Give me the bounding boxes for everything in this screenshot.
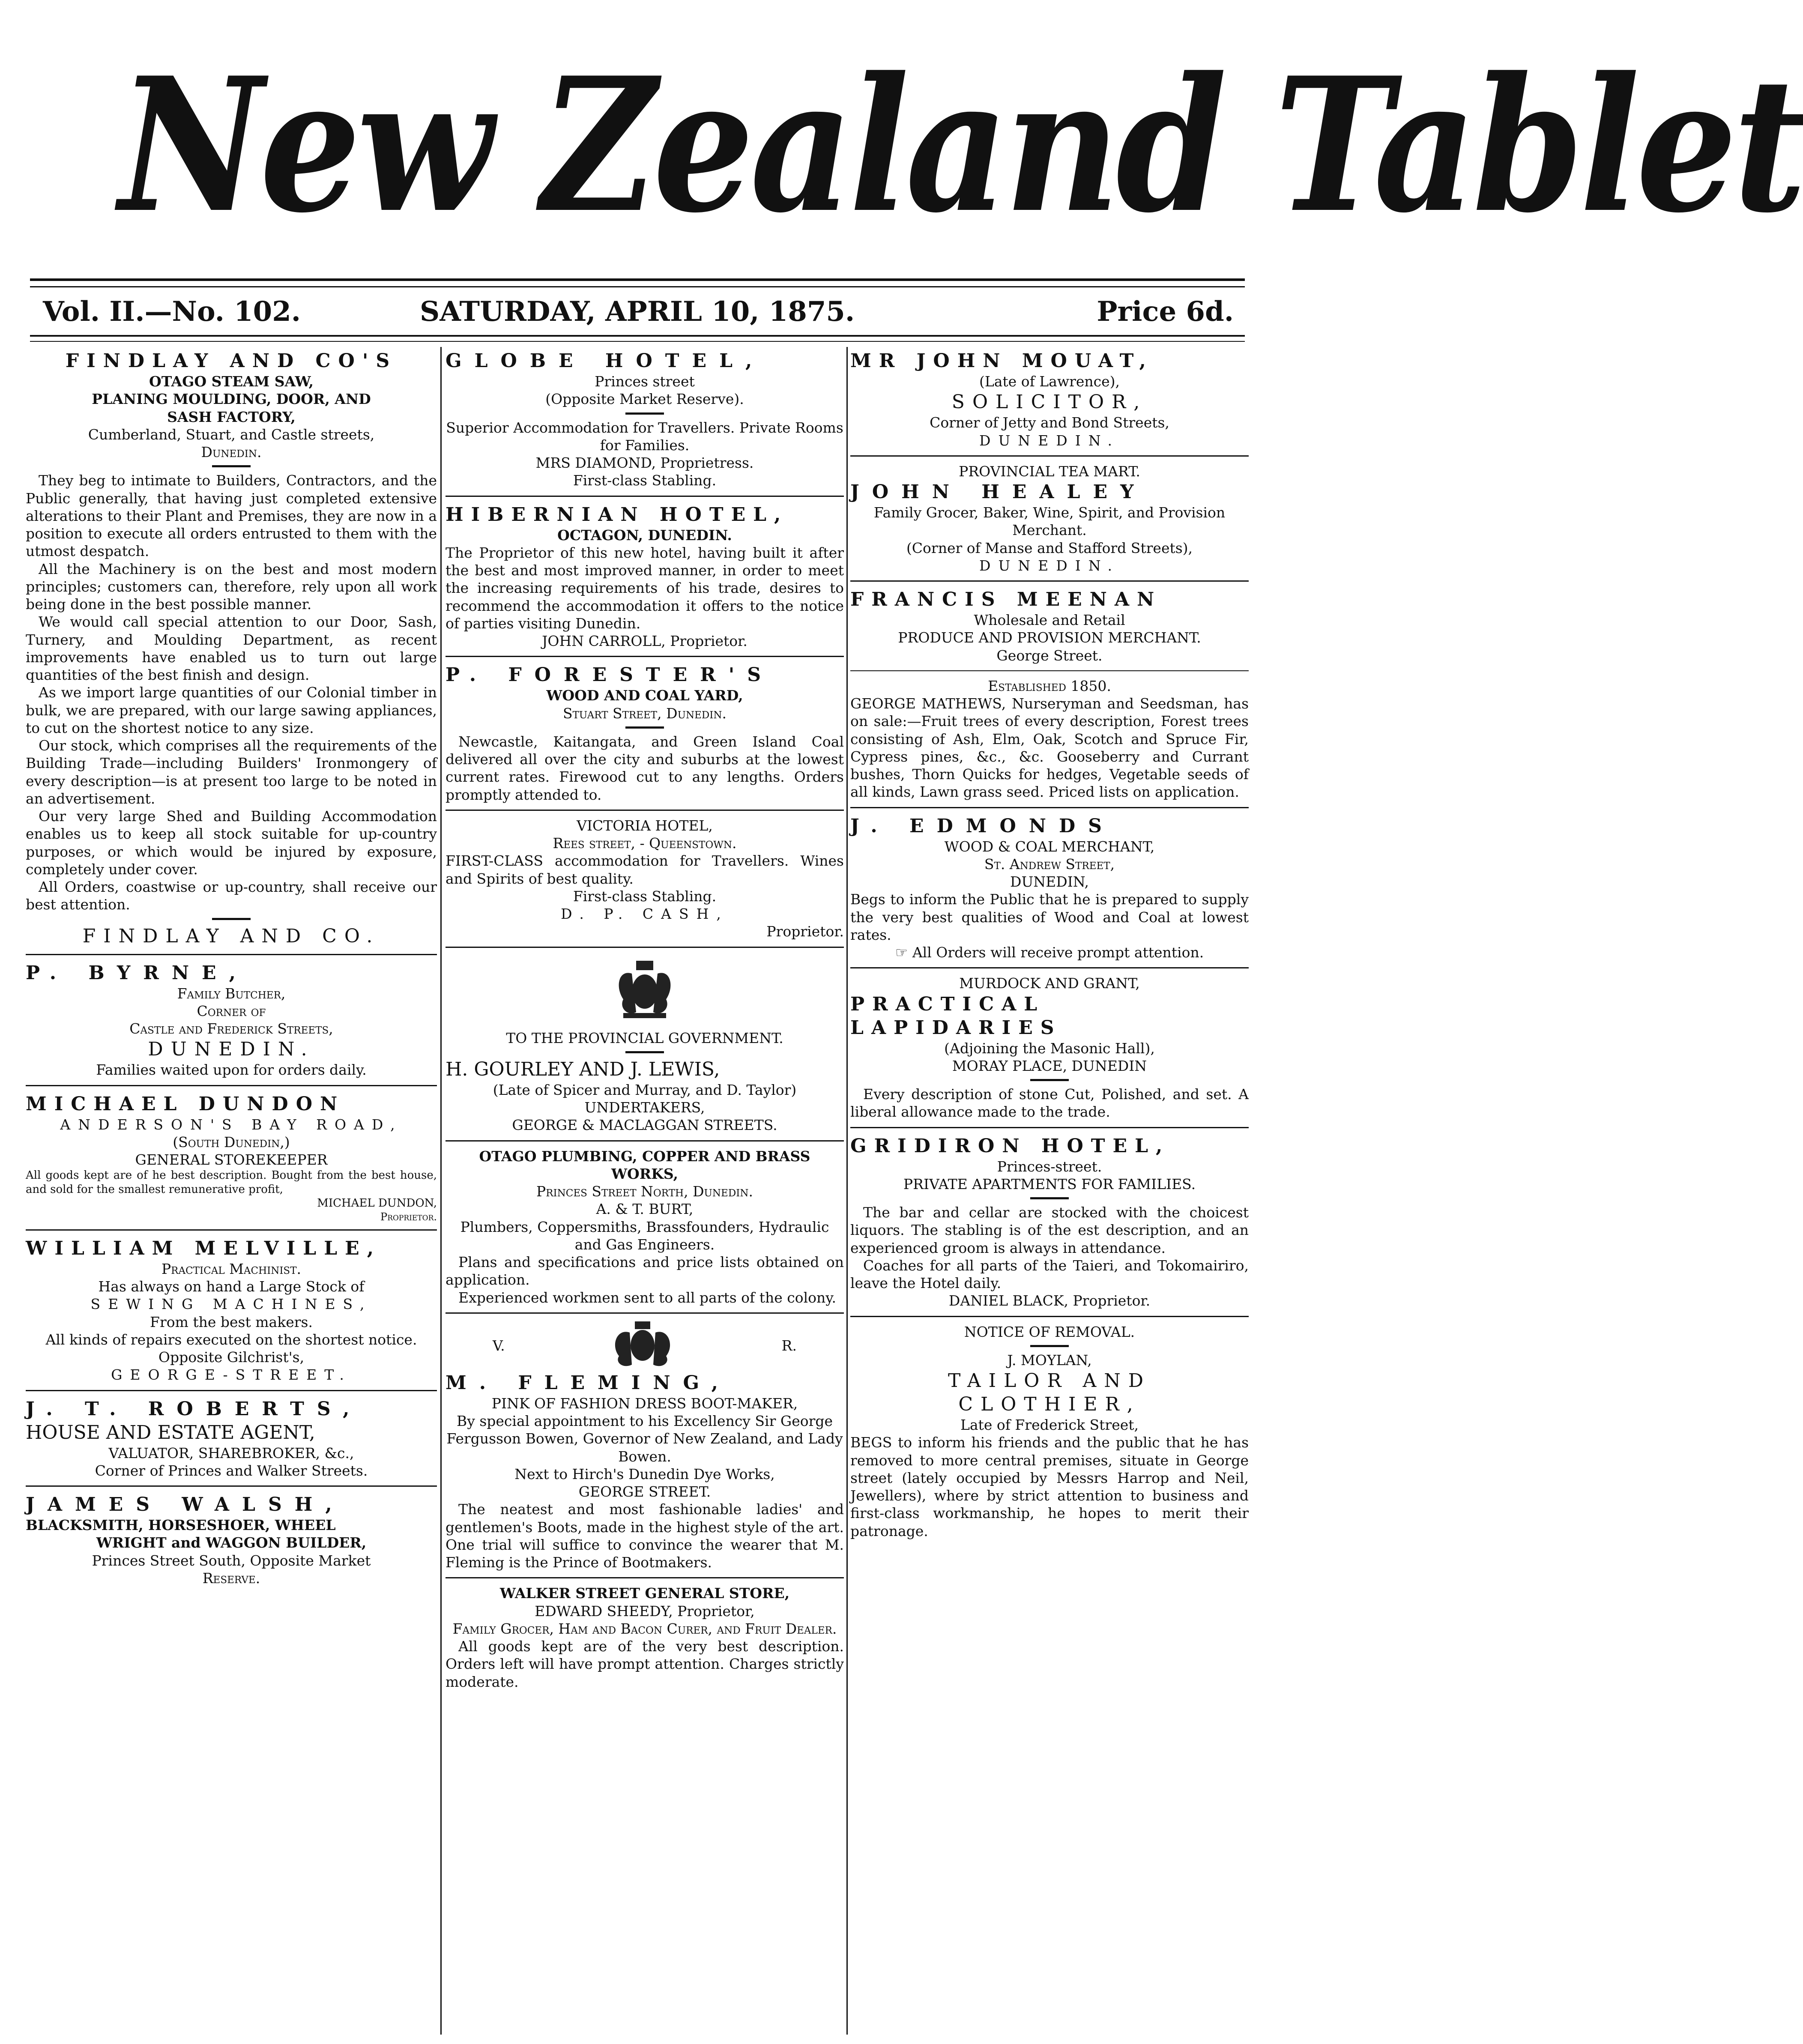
ad-title: MICHAEL DUNDON [26,1093,345,1115]
masthead-title: New Zealand Tablet [119,37,1803,254]
ad-line: Princes-street. [997,1158,1102,1175]
divider [212,465,251,467]
ad-heading: TO THE PROVINCIAL GOVERNMENT. [506,1029,783,1046]
price: Price 6d. [1097,296,1234,328]
ad-paragraph: All goods kept are of he best description. Bought from the best house, and sold for the smallest remunerative profit, [26,1169,437,1196]
ad-title: JOHN HEALEY [850,481,1147,503]
royal-crest-icon [606,956,683,1021]
ad-line: VALUATOR, SHAREBROKER, &c., [108,1444,354,1461]
ad-title: P. FORESTER'S [446,664,774,686]
ad-line: George Street. [996,647,1103,664]
ad-signature: MICHAEL DUNDON, [317,1197,437,1210]
ad-line: UNDERTAKERS, [584,1099,705,1116]
ad-title: WILLIAM MELVILLE, [26,1237,382,1259]
ad-forester [446,663,844,804]
ad-signature: D. P. CASH, [561,905,729,922]
issue-date: SATURDAY, APRIL 10, 1875. [420,296,855,328]
divider [446,810,844,811]
ad-paragraph: Plans and specifications and price lists obtained on application. [446,1254,844,1288]
dateline [43,296,1234,334]
ad-title: JAMES WALSH, [26,1494,345,1515]
ad-moylan [850,1323,1249,1540]
divider [446,1577,844,1578]
divider [446,1312,844,1314]
divider [26,1485,437,1487]
ad-line: DUNEDIN. [979,557,1120,574]
ad-line: Plumbers, Coppersmiths, Brassfounders, Hydraulic and Gas Engineers. [460,1218,829,1253]
divider [1030,1197,1069,1199]
ad-line: By special appointment to his Excellency Sir George Fergusson Bowen, Governor of New Zealand, and Lady Bowen. [446,1413,843,1465]
ad-line: DUNEDIN. [979,432,1120,449]
ad-paragraph: All the Machinery is on the best and most modern principles; customers can, therefore, rely upon all work being done in the best possible manner. [26,560,437,613]
ad-line: SASH FACTORY, [167,408,296,425]
ad-paragraph: GEORGE MATHEWS, Nurseryman and Seedsman, has on sale:—Fruit trees of every description, Forest trees consisting of Ash, Elm, Oak, Scotch and Spruce Fir, Cypress pines, &c., &c. Gooseberry and Currant bushes, Thorn Quicks for hedges, Vegetable seeds of all kinds, Lawn grass seed. Priced lists on application. [850,695,1249,801]
ad-line: Corner of Jetty and Bond Streets, [930,414,1169,431]
ad-signature: JOHN CARROLL, Proprietor. [542,633,748,649]
ad-heading: PROVINCIAL TEA MART. [959,463,1140,480]
ad-title: VICTORIA HOTEL, [577,817,713,834]
ad-line: J. MOYLAN, [1007,1351,1092,1369]
ad-heading: MURDOCK AND GRANT, [959,975,1140,992]
ad-paragraph: Our very large Shed and Building Accommodation enables us to keep all stock suitable for up-country purposes, or which would be injured by exposure, completely under cover. [26,808,437,878]
ad-line: Practical Machinist. [161,1260,302,1277]
ad-line: HOUSE AND ESTATE AGENT, [26,1421,315,1443]
divider [850,580,1249,582]
ad-line: WOOD AND COAL YARD, [546,687,743,704]
divider [1030,1079,1069,1081]
ad-paragraph: Begs to inform the Public that he is prepared to supply the very best qualities of Wood and Coal at lowest rates. [850,891,1249,943]
ad-victoria [446,817,844,941]
ad-line: PINK OF FASHION DRESS BOOT-MAKER, [491,1395,798,1412]
ad-line: GEORGE STREET. [578,1483,711,1500]
ad-line: (Adjoining the Masonic Hall), [944,1040,1155,1057]
ad-title: GLOBE HOTEL, [446,350,765,372]
divider [30,286,1245,287]
ad-line: (South Dunedin,) [173,1133,290,1150]
ad-title: OTAGO PLUMBING, COPPER AND BRASS WORKS, [479,1148,810,1182]
ad-line: ANDERSON'S BAY ROAD, [60,1116,403,1133]
divider [625,726,664,729]
ad-line: WOOD & COAL MERCHANT, [944,838,1155,855]
ad-heading: Established 1850. [988,677,1111,694]
ad-mouat [850,349,1249,449]
ad-title: HIBERNIAN HOTEL, [446,503,789,526]
ad-paragraph: Coaches for all parts of the Taieri, and Tokomairiro, leave the Hotel daily. [850,1257,1249,1291]
ad-line: Reserve. [202,1569,260,1587]
ad-paragraph: All Orders, coastwise or up-country, shall receive our best attention. [26,879,437,913]
ad-signature: DANIEL BLACK, Proprietor. [948,1292,1151,1309]
ad-line: SOLICITOR, [951,391,1148,413]
ad-signature: Proprietor. [380,1210,437,1223]
ad-line: Wholesale and Retail [974,612,1125,628]
ad-line: PRODUCE AND PROVISION MERCHANT. [898,629,1201,646]
ad-line: V. [493,1337,505,1354]
divider [1030,1345,1069,1347]
divider [30,278,1245,281]
ad-line: Next to Hirch's Dunedin Dye Works, [514,1465,775,1482]
ad-paragraph: As we import large quantities of our Colonial timber in bulk, we are prepared, with our large sawing appliances, to cut on the shortest notice to any size. [26,684,437,736]
ad-line: St. Andrew Street, [984,855,1115,873]
ad-roberts [26,1397,437,1480]
divider [446,656,844,657]
ad-line: DUNEDIN, [1010,873,1089,890]
divider [850,967,1249,968]
masthead [34,26,1803,266]
ad-walsh [26,1493,437,1587]
ad-line: Family Grocer, Baker, Wine, Spirit, and Provision Merchant. [873,504,1226,539]
ad-line: (Late of Lawrence), [979,373,1120,390]
ad-line: Corner of [197,1002,266,1019]
ad-line: GENERAL STOREKEEPER [135,1151,328,1168]
ad-line: OTAGO STEAM SAW, [149,373,314,390]
ad-title: FINDLAY AND CO'S [65,350,398,372]
column-divider [440,347,442,2035]
ad-gourley [446,1029,844,1134]
ad-paragraph: We would call special attention to our Door, Sash, Turnery, and Moulding Department, as recent improvements have enabled us to turn out large quantities of the best finish and design. [26,613,437,683]
ad-walker-street [446,1584,844,1691]
ad-title: H. GOURLEY AND J. LEWIS, [446,1058,720,1080]
ad-line: Corner of Princes and Walker Streets. [95,1462,368,1479]
ad-edmonds [850,814,1249,962]
divider [212,918,251,920]
ad-line: (Corner of Manse and Stafford Streets), [906,539,1193,556]
ad-note [850,944,1249,961]
ad-city: Dunedin. [201,444,262,460]
ad-paragraph: The Proprietor of this new hotel, having built it after the best and most improved manner, in order to meet the increasing requirements of his trade, desires to recommend the accommodation it offers to the notice of parties visiting Dunedin. [446,544,844,632]
ad-title: P. BYRNE, [26,962,248,984]
column-3 [850,349,1249,2032]
divider [30,335,1245,337]
ad-line: GEORGE & MACLAGGAN STREETS. [512,1117,777,1134]
column-1 [26,349,437,2032]
divider [446,1140,844,1142]
column-divider [846,347,848,2035]
ad-paragraph: Superior Accommodation for Travellers. Private Rooms for Families. [446,419,843,454]
ad-title: FRANCIS MEENAN [850,589,1162,610]
ad-line: EDWARD SHEEDY, Proprietor, [535,1602,755,1620]
ad-line: Family Butcher, [177,985,286,1002]
ad-line: TAILOR AND CLOTHIER, [948,1370,1151,1415]
ad-signature: Proprietor. [766,923,844,940]
ad-paragraph: The bar and cellar are stocked with the choicest liquors. The stabling is of the est description, and an experienced groom is always in attendance. [850,1204,1249,1256]
ad-line: Princes Street South, Opposite Market [92,1552,371,1569]
ad-healey [850,463,1249,574]
divider [850,455,1249,457]
ad-line: Family Grocer, Ham and Bacon Curer, and Fruit Dealer. [452,1620,837,1637]
ad-paragraph: FIRST-CLASS accommodation for Travellers. Wines and Spirits of best quality. [446,852,844,887]
ad-note-text: All Orders will receive prompt attention. [912,944,1204,961]
divider [446,947,844,948]
ad-paragraph: Newcastle, Kaitangata, and Green Island Coal delivered all over the city and suburbs at the lowest current rates. Firewood cut to any lengths. Orders promptly attended to. [446,733,844,803]
divider [850,670,1249,671]
ad-address: Cumberland, Stuart, and Castle streets, [88,426,375,443]
ad-paragraph: All goods kept are of the very best description. Orders left will have prompt attention. Charges strictly moderate. [446,1638,844,1690]
royal-crest-icon [600,1320,685,1371]
divider [26,1390,437,1391]
ad-line: Princes Street North, Dunedin. [536,1183,753,1200]
ad-title: M. FLEMING, [446,1372,731,1394]
ad-signature: FINDLAY AND CO. [82,925,380,947]
ad-line: Late of Frederick Street, [960,1416,1139,1433]
volume-number: Vol. II.—No. 102. [43,296,301,328]
pointing-hand-icon: ☞ [895,944,908,961]
ad-line: From the best makers. [150,1313,313,1330]
ad-findlay [26,349,437,948]
ad-line: MORAY PLACE, DUNEDIN [952,1057,1147,1074]
ad-title: WALKER STREET GENERAL STORE, [499,1585,790,1602]
ad-line: GEORGE-STREET. [111,1366,352,1384]
ad-title: J. T. ROBERTS, [26,1398,362,1420]
ad-line: SEWING MACHINES, [90,1296,372,1313]
ad-line: Rees street, - Queenstown. [553,835,737,852]
crest-row [446,1320,844,1371]
divider [625,412,664,415]
ad-line: PRIVATE APARTMENTS FOR FAMILIES. [903,1175,1196,1192]
ad-murdock [850,974,1249,1121]
ad-line: Princes street [595,373,695,390]
ad-line: Castle and Frederick Streets, [129,1020,333,1037]
ad-title: J. EDMONDS [850,815,1115,837]
divider [625,1051,664,1053]
ad-line: All kinds of repairs executed on the shortest notice. [45,1331,417,1348]
ad-line: Opposite Gilchrist's, [158,1349,305,1366]
ad-line: R. [781,1337,797,1354]
ad-line: WRIGHT and WAGGON BUILDER, [96,1534,367,1551]
ad-line: PLANING MOULDING, DOOR, AND [92,391,371,408]
ad-paragraph: Every description of stone Cut, Polished, and set. A liberal allowance made to the trade. [850,1086,1249,1121]
ad-paragraph: Our stock, which comprises all the requirements of the Building Trade—including Builders' Ironmongery of every description—is at present too large to be noted in an advertisement. [26,737,437,807]
divider [26,1229,437,1231]
ad-city: DUNEDIN. [148,1038,315,1061]
ad-title: PRACTICAL LAPIDARIES [850,993,1062,1039]
ad-title: GRIDIRON HOTEL, [850,1135,1170,1157]
ad-line: First-class Stabling. [573,888,717,905]
divider [30,341,1245,342]
divider [850,1127,1249,1128]
ad-meenan [850,588,1249,664]
ad-melville [26,1237,437,1384]
divider [850,1316,1249,1317]
ad-globe [446,349,844,490]
ad-line: Stuart Street, Dunedin. [562,705,727,722]
ad-line: (Opposite Market Reserve). [545,391,744,408]
ad-note: Families waited upon for orders daily. [96,1061,367,1079]
divider [26,954,437,955]
ad-mathews [850,677,1249,801]
ad-line: OCTAGON, DUNEDIN. [557,526,732,544]
ad-gridiron [850,1134,1249,1310]
ad-line: BLACKSMITH, HORSESHOER, WHEEL [26,1517,336,1533]
ad-paragraph: The neatest and most fashionable ladies' and gentlemen's Boots, made in the highest style of the art. One trial will suffice to convince the wearer that M. Fleming is the Prince of Bootmakers. [446,1501,844,1571]
ad-signature: MRS DIAMOND, Proprietress. [535,454,754,471]
ad-line: A. & T. BURT, [596,1201,694,1218]
ad-title: MR JOHN MOUAT, [850,350,1154,372]
ad-line: Has always on hand a Large Stock of [98,1278,365,1295]
ad-paragraph: Experienced workmen sent to all parts of the colony. [458,1289,837,1306]
divider [26,1085,437,1086]
ad-paragraph: BEGS to inform his friends and the public that he has removed to more central premises, situate in George street (lately occupied by Messrs Harrop and Neil, Jewellers), where by strict attention to business and first-class workmanship, he hopes to merit their patronage. [850,1434,1249,1539]
divider [850,807,1249,808]
ad-heading: NOTICE OF REMOVAL. [964,1323,1135,1340]
ad-byrne [26,961,437,1079]
ad-plumbing [446,1148,844,1306]
ad-fleming [446,1320,844,1572]
ad-paragraph: They beg to intimate to Builders, Contractors, and the Public generally, that having just completed extensive alterations to their Plant and Premises, they are now in a position to execute all orders entrusted to them with the utmost despatch. [26,472,437,560]
ad-hibernian [446,503,844,650]
divider [446,496,844,497]
ad-dundon [26,1092,437,1223]
ad-line: (Late of Spicer and Murray, and D. Taylor) [493,1081,797,1098]
column-2 [446,349,844,2032]
ad-line: First-class Stabling. [573,472,717,489]
